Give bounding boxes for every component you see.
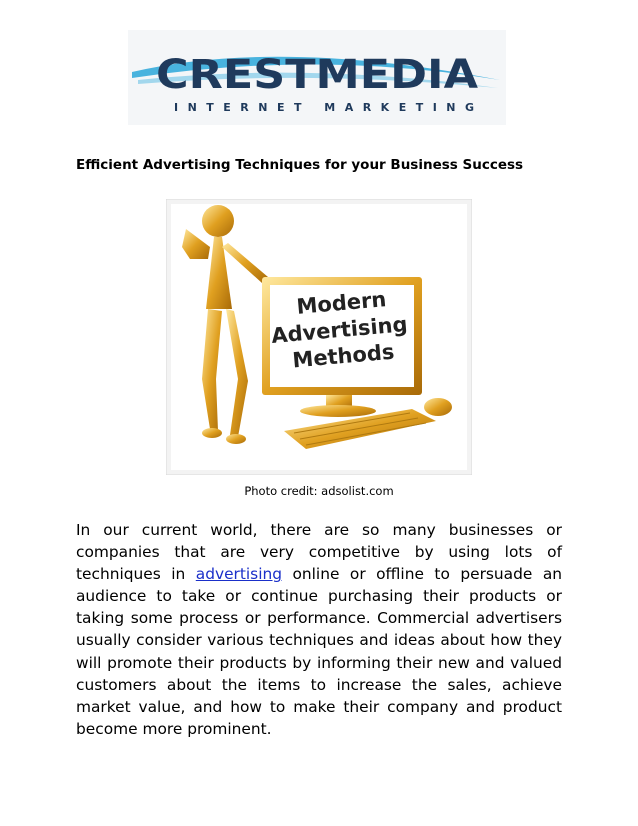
advertising-link[interactable]: advertising xyxy=(195,565,282,584)
screen-line-1: Modern xyxy=(295,287,388,319)
advertising-illustration xyxy=(166,199,472,475)
article-title: Efficient Advertising Techniques for your Business Success xyxy=(76,157,524,173)
screen-line-3: Methods xyxy=(291,339,396,373)
logo-brand: CRESTMEDIA xyxy=(156,52,479,98)
body-text-start: In our current world, there are so many businesses or companies that are very competitive by using lots of techniques in xyxy=(76,521,562,584)
photo-credit: Photo credit: adsolist.com xyxy=(244,484,394,498)
screen-line-2: Advertising xyxy=(270,312,409,348)
mouse-icon xyxy=(424,398,452,416)
article-body xyxy=(76,519,562,740)
body-text-end: online or offline to persuade an audience to take or continue purchasing their products or taking some process or performance. Commercial advertisers usually consider various techniques and ideas about how they will promote their products by informing their new and valued customers about the items to increase the sales, achieve market value, and how to make their company and product become more prominent. xyxy=(76,565,563,738)
crestmedia-logo xyxy=(128,30,506,125)
logo-tagline: INTERNET MARKETING xyxy=(174,101,475,114)
